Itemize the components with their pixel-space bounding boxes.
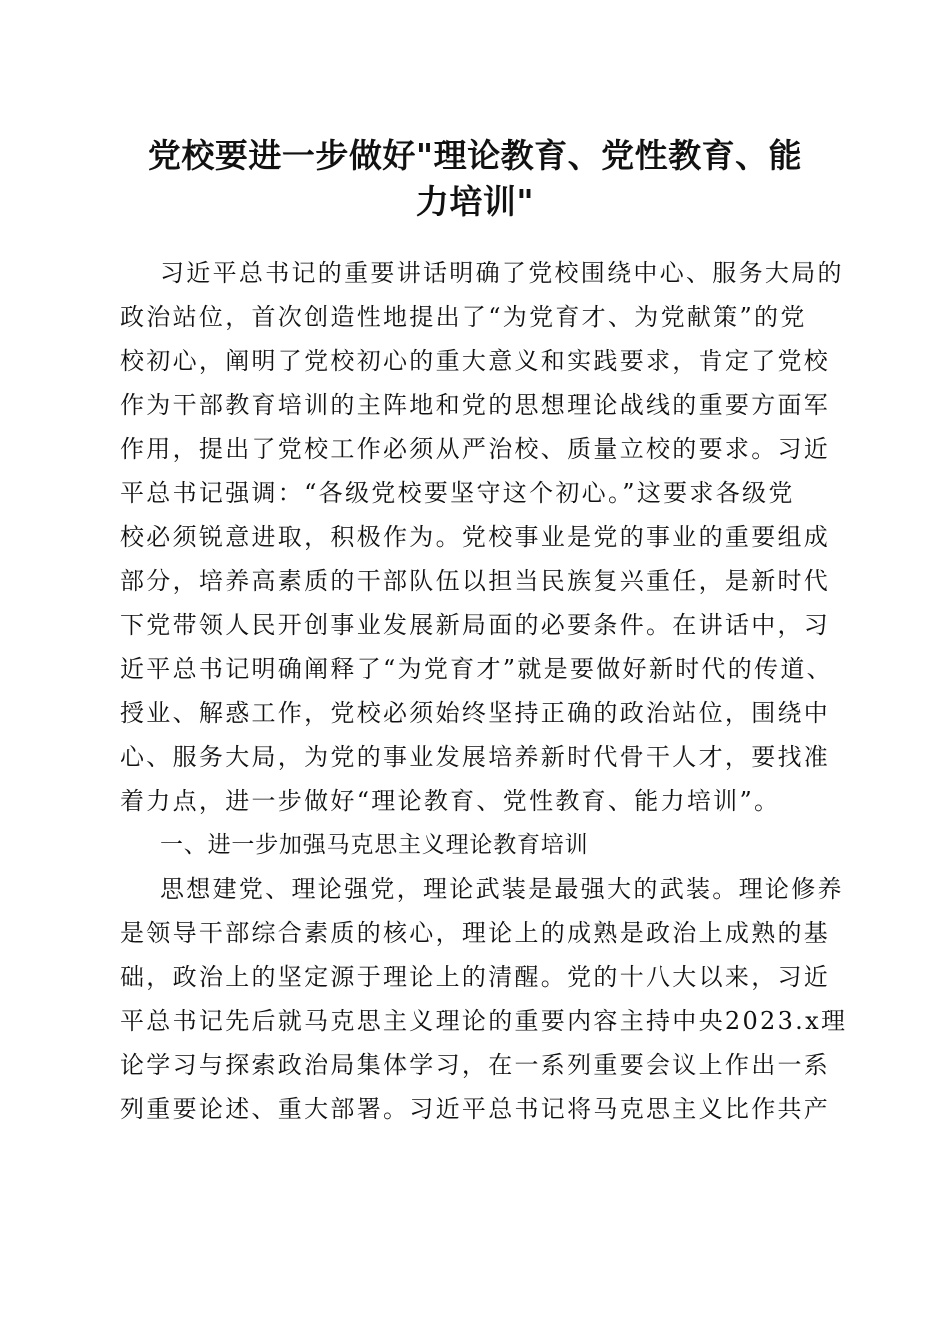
paragraph-line: 政治站位，首次创造性地提出了“为党育才、为党献策”的党	[120, 303, 807, 331]
paragraph-line: 论学习与探索政治局集体学习，在一系列重要会议上作出一系	[120, 1051, 831, 1079]
paragraph-line: 下党带领人民开创事业发展新局面的必要条件。在讲话中，习	[120, 611, 831, 639]
paragraph-line: 部分，培养高素质的干部队伍以担当民族复兴重任，是新时代	[120, 567, 831, 595]
paragraph-line: 心、服务大局，为党的事业发展培养新时代骨干人才，要找准	[120, 743, 831, 771]
document-title	[110, 133, 840, 225]
paragraph-line: 平总书记强调：“各级党校要坚守这个初心。”这要求各级党	[120, 479, 795, 507]
title-line: 力培训"	[415, 182, 535, 221]
paragraph-line: 础，政治上的坚定源于理论上的清醒。党的十八大以来，习近	[120, 963, 831, 991]
paragraph-line: 列重要论述、重大部署。习近平总书记将马克思主义比作共产	[120, 1095, 831, 1123]
paragraph-line: 近平总书记明确阐释了“为党育才”就是要做好新时代的传道、	[120, 655, 833, 683]
paragraph-line: 授业、解惑工作，党校必须始终坚持正确的政治站位，围绕中	[120, 699, 831, 727]
paragraph-line: 思想建党、理论强党，理论武装是最强大的武装。理论修养	[160, 875, 844, 903]
paragraph-line: 作为干部教育培训的主阵地和党的思想理论战线的重要方面军	[120, 391, 831, 419]
paragraph-line: 平总书记先后就马克思主义理论的重要内容主持中央2023.x理	[120, 1007, 848, 1035]
paragraph-line: 是领导干部综合素质的核心，理论上的成熟是政治上成熟的基	[120, 919, 831, 947]
paragraph-line: 着力点，进一步做好“理论教育、党性教育、能力培训”。	[120, 787, 781, 815]
document-body	[120, 251, 848, 1131]
paragraph-line: 习近平总书记的重要讲话明确了党校围绕中心、服务大局的	[160, 259, 844, 287]
paragraph-line: 校初心，阐明了党校初心的重大意义和实践要求，肯定了党校	[120, 347, 831, 375]
paragraph-line: 作用，提出了党校工作必须从严治校、质量立校的要求。习近	[120, 435, 831, 463]
section-heading: 一、进一步加强马克思主义理论教育培训	[160, 832, 589, 858]
title-line: 党校要进一步做好"理论教育、党性教育、能	[147, 136, 803, 175]
paragraph-line: 校必须锐意进取，积极作为。党校事业是党的事业的重要组成	[120, 523, 831, 551]
